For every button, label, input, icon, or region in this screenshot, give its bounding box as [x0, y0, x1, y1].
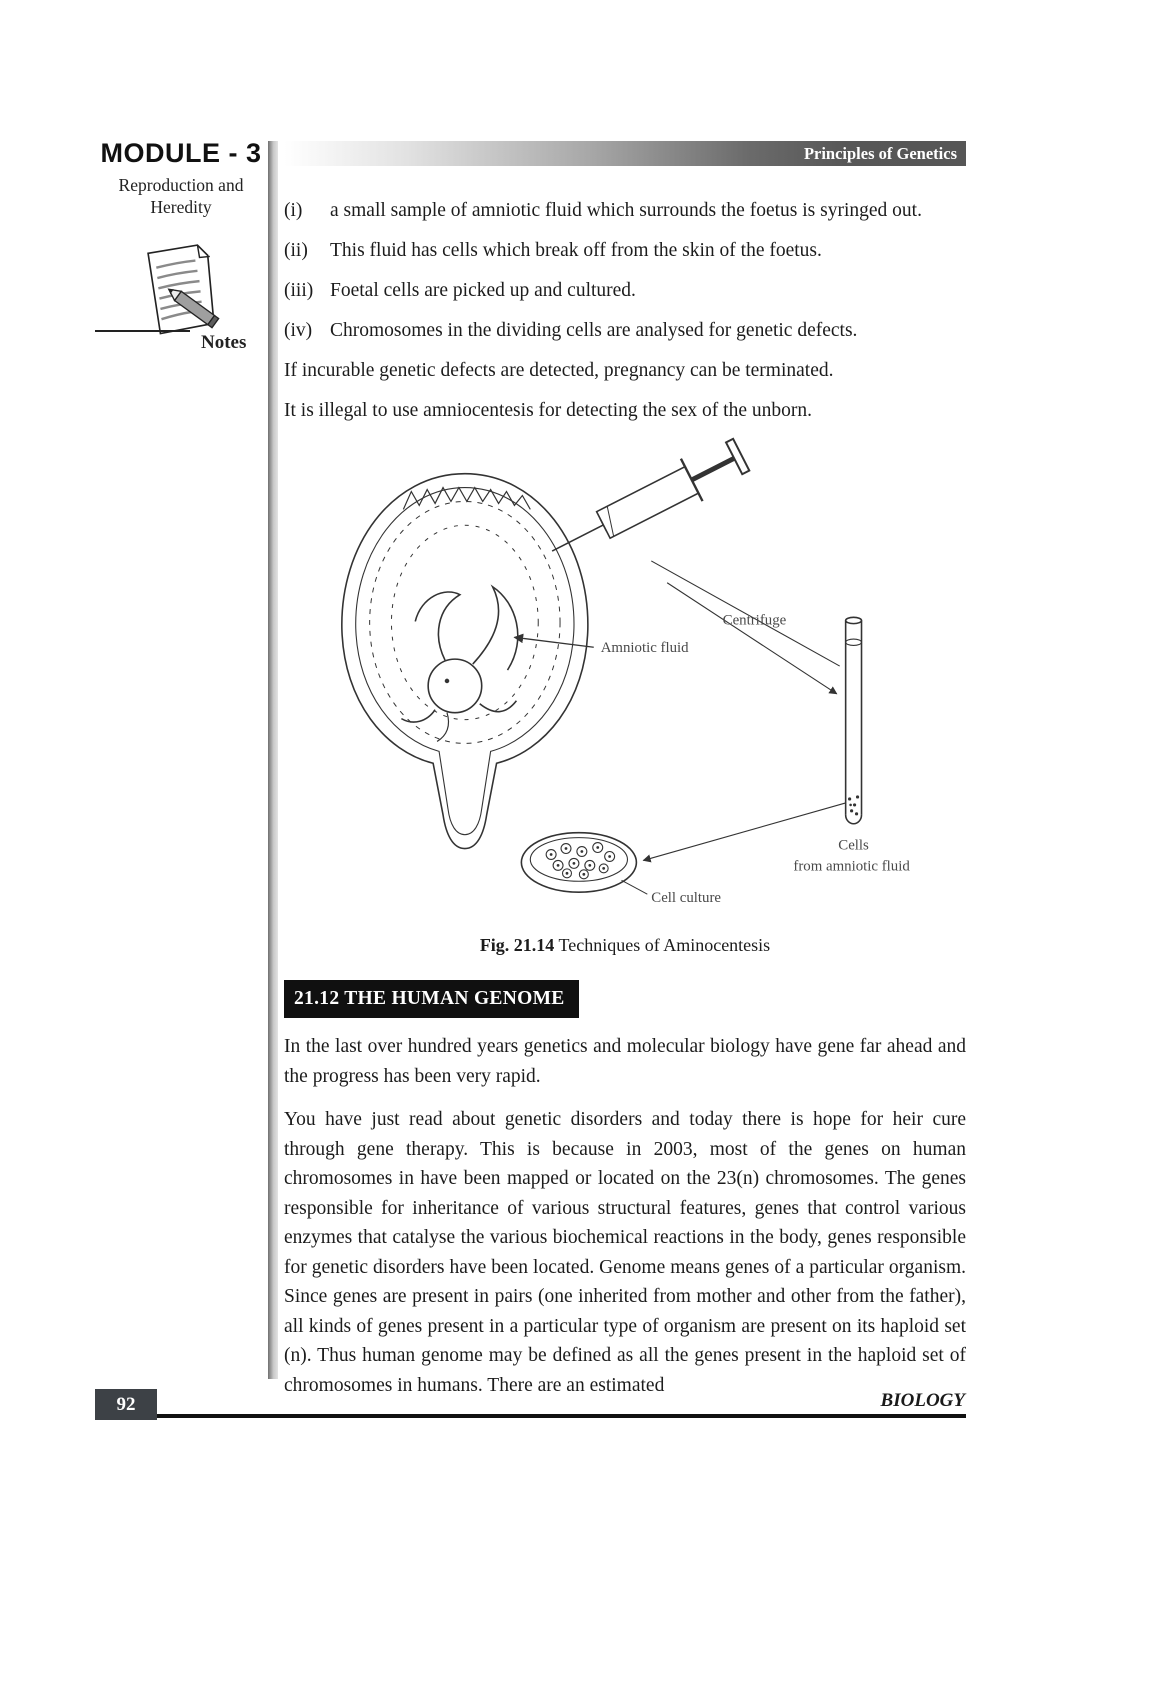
figure-caption-number: Fig. 21.14: [479, 935, 555, 955]
list-item: [284, 316, 966, 345]
section-paragraph-1: In the last over hundred years genetics and molecular biology have gene far ahead and the progress has been very rapid.: [284, 1036, 966, 1087]
list-item-text: This fluid has cells which break off from the skin of the foetus.: [330, 240, 822, 261]
list-item-text: Foetal cells are picked up and cultured.: [330, 280, 636, 301]
paragraph-termination: If incurable genetic defects are detected, pregnancy can be terminated.: [284, 360, 834, 381]
chapter-banner-title: Principles of Genetics: [803, 143, 957, 163]
figure-caption-text: Techniques of Aminocentesis: [554, 935, 771, 955]
chapter-banner: [284, 141, 966, 166]
notes-underline: [95, 330, 190, 332]
villi-zigzag: [403, 488, 530, 510]
label-cells-line2: from amniotic fluid: [793, 858, 910, 875]
fetus-drawing: [401, 587, 517, 742]
list-item: [284, 236, 966, 265]
page-number-badge: 92: [95, 1389, 157, 1420]
label-cell-culture: Cell culture: [651, 890, 722, 907]
module-title: MODULE - 3: [100, 138, 262, 168]
figure-caption: [284, 931, 966, 960]
section-heading-human-genome: 21.12 THE HUMAN GENOME: [284, 980, 579, 1018]
amniocentesis-diagram: [298, 436, 953, 912]
main-content: [284, 141, 966, 1414]
list-item-marker: (ii): [284, 240, 308, 261]
module-subtitle-line2: Heredity: [150, 196, 212, 217]
sidebar: [85, 138, 277, 345]
list-item-marker: (iv): [284, 320, 313, 341]
figure-amniocentesis: [298, 436, 966, 921]
footer-rule: [157, 1414, 966, 1418]
module-subtitle-line1: Reproduction and: [118, 175, 244, 195]
book-title: BIOLOGY: [880, 1390, 965, 1411]
paragraph-illegal: It is illegal to use amniocentesis for detecting the sex of the unborn.: [284, 400, 812, 421]
body-copy: [284, 196, 966, 1400]
label-amniotic-fluid: Amniotic fluid: [600, 640, 689, 657]
list-item: [284, 196, 966, 225]
module-subtitle: [85, 175, 277, 219]
centrifuge-tube-drawing: [846, 617, 862, 823]
list-item-text: Chromosomes in the dividing cells are analysed for genetic defects.: [330, 320, 858, 341]
list-item-text: a small sample of amniotic fluid which surrounds the foetus is syringed out.: [330, 200, 922, 221]
label-centrifuge: Centrifuge: [722, 612, 787, 629]
notes-label: Notes: [201, 332, 247, 353]
list-item-marker: (i): [284, 200, 303, 221]
cell-culture-dish-drawing: [521, 833, 636, 893]
label-cells-line1: Cells: [838, 837, 869, 854]
list-item: [284, 276, 966, 305]
list-item-marker: (iii): [284, 280, 314, 301]
section-paragraph-2: You have just read about genetic disorders and today there is hope for heir cure through gene therapy. This is because in 2003, most of the genes on human chromosomes in have been mapped or located on the 23(n) chromosomes. The genes responsible for inheritance of various structural features, genes that control various enzymes that catalyse the various biochemical reactions in the body, genes responsible for genetic disorders have been located. Genome means genes of a particular organism. Since genes are present in pairs (one inherited from mother and other from the father), all kinds of genes present in a particular type of organism are present on its haploid set (n). Thus human genome may be defined as all the genes present in the haploid set of chromosomes in humans. There are an estimated: [284, 1109, 966, 1396]
vertical-divider: [268, 141, 278, 1379]
